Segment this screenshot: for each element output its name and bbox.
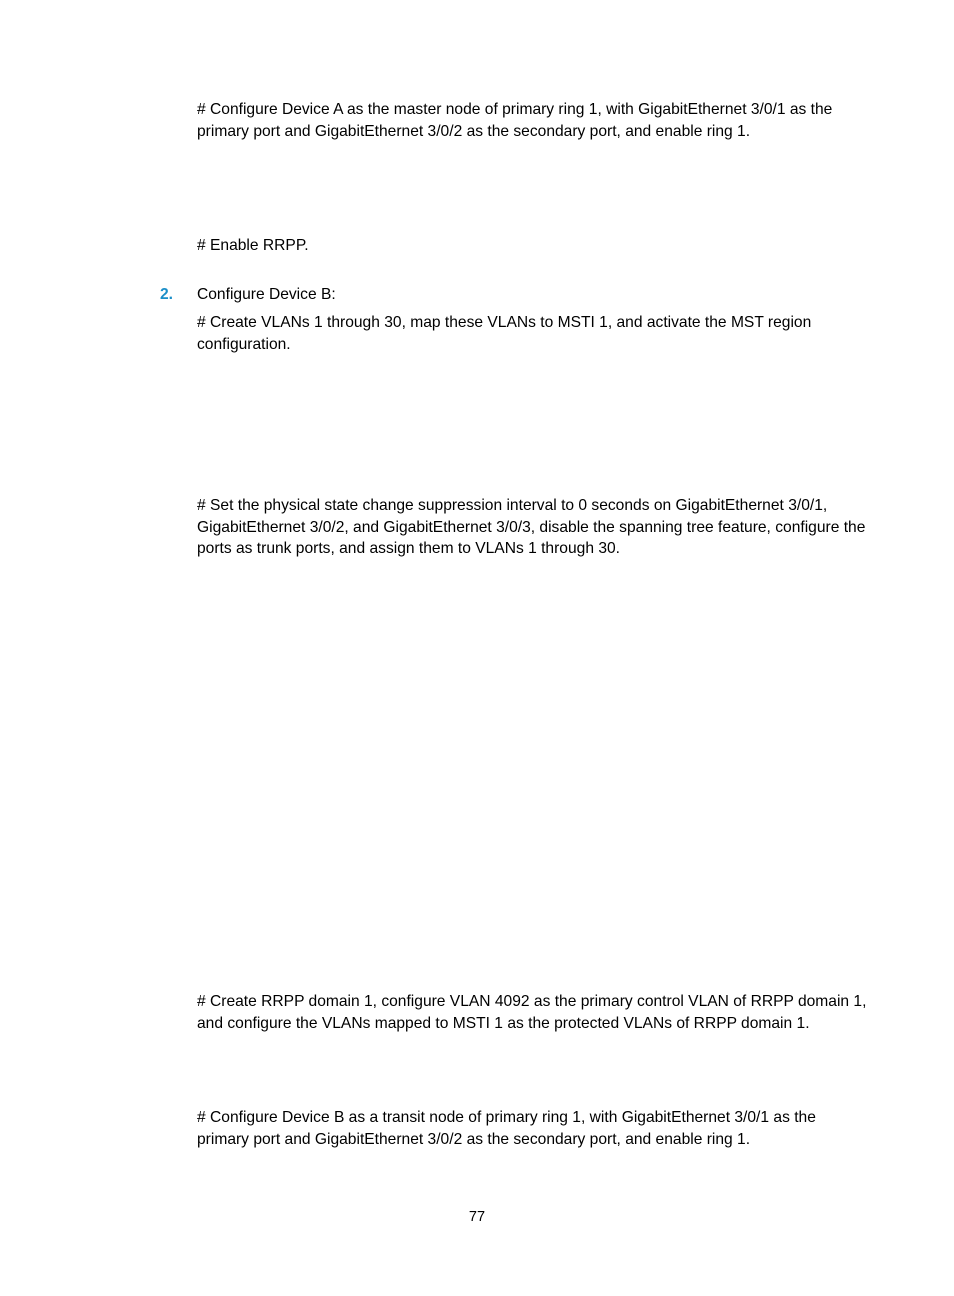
paragraph-enable-rrpp: # Enable RRPP.: [197, 237, 309, 254]
paragraph-configure-device-a-master: # Configure Device A as the master node of primary ring 1, with GigabitEthernet 3/0/1 as the primary port and GigabitEthernet 3/0/2 as the secondary port, and enable ring 1.: [197, 101, 833, 140]
paragraph-create-rrpp-domain: # Create RRPP domain 1, configure VLAN 4092 as the primary control VLAN of RRPP domain 1, and configure the VLANs mapped to MSTI 1 as the protected VLANs of RRPP domain 1.: [197, 993, 867, 1032]
list-item-configure-device-b: Configure Device B:: [197, 286, 336, 303]
paragraph-configure-device-b-transit: # Configure Device B as a transit node of primary ring 1, with GigabitEthernet 3/0/1 as the primary port and GigabitEthernet 3/0/2 as the secondary port, and enable ring 1.: [197, 1109, 816, 1148]
paragraph-create-vlans: # Create VLANs 1 through 30, map these VLANs to MSTI 1, and activate the MST region configuration.: [197, 314, 812, 353]
list-number-step-2: 2.: [160, 286, 174, 303]
paragraph-suppression-interval: # Set the physical state change suppression interval to 0 seconds on GigabitEthernet 3/0/1, GigabitEthernet 3/0/2, and GigabitEthernet 3/0/3, disable the spanning tree feature, configure the ports as trunk ports, and assign them to VLANs 1 through 30.: [197, 497, 866, 557]
page-number: 77: [468, 1209, 486, 1225]
